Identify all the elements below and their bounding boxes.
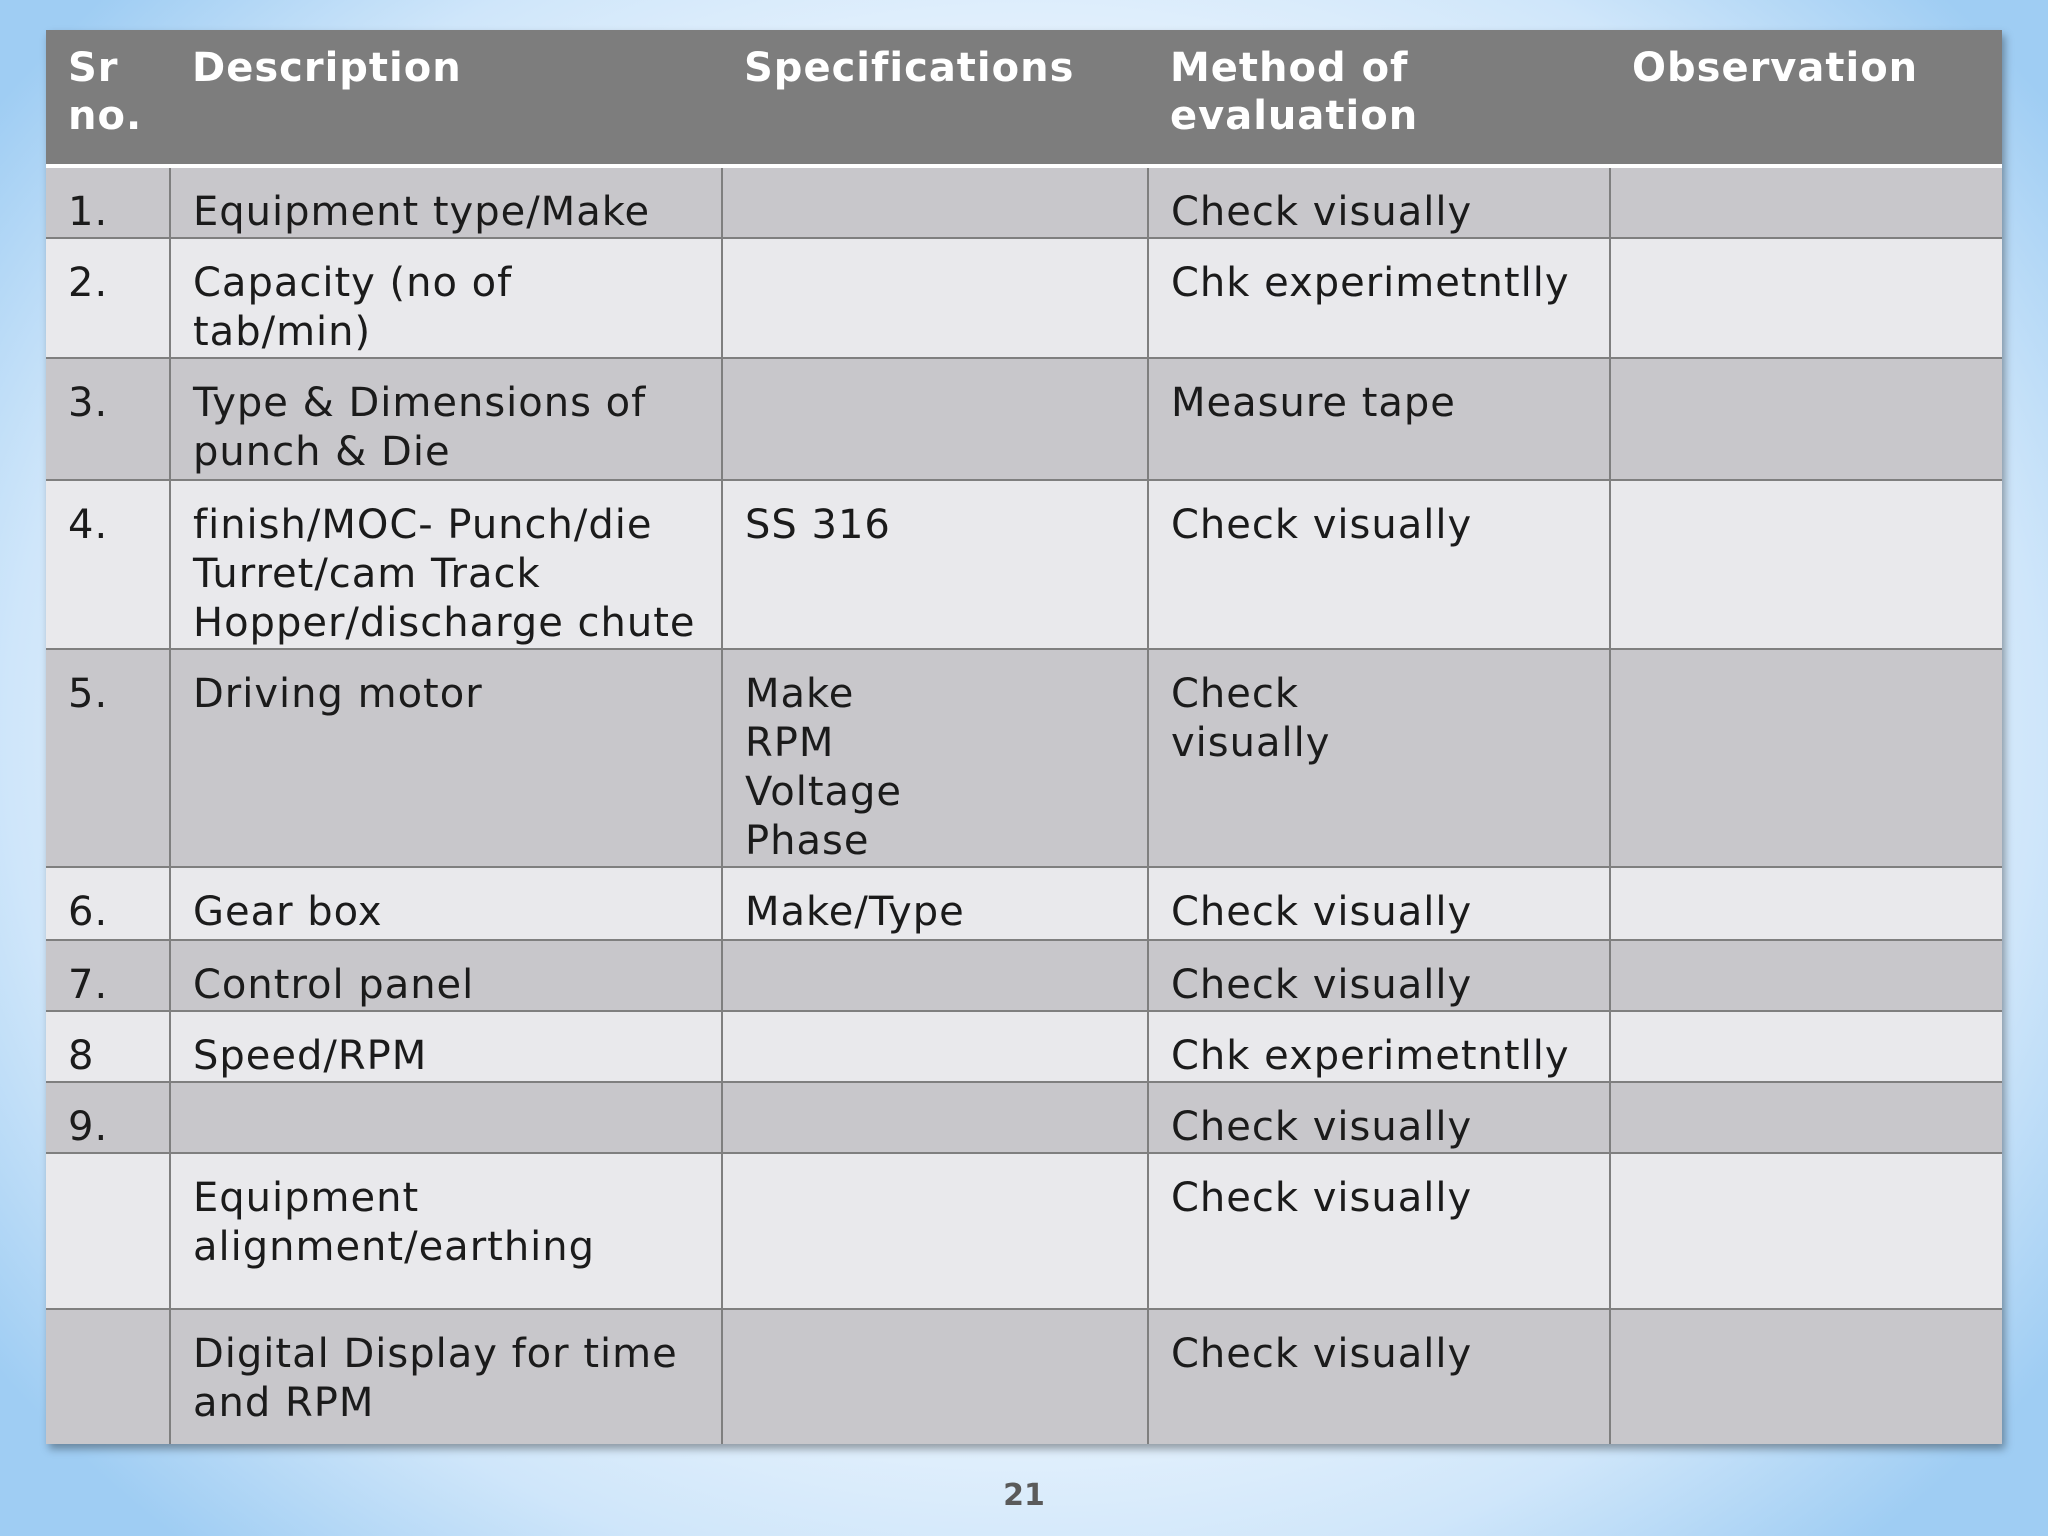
header-description: Description xyxy=(170,30,722,166)
table-row xyxy=(46,1011,2002,1082)
cell-method: Check visually xyxy=(1148,1309,1610,1444)
cell-sr-no: 6. xyxy=(46,867,170,940)
cell-method: Check visually xyxy=(1148,166,1610,238)
cell-description: Equipment type/Make xyxy=(170,166,722,238)
cell-description: Type & Dimensions of punch & Die xyxy=(170,358,722,480)
cell-method: Chk experimetntlly xyxy=(1148,1011,1610,1082)
cell-sr-no: 7. xyxy=(46,940,170,1011)
table-row xyxy=(46,867,2002,940)
cell-observation xyxy=(1610,1153,2002,1309)
cell-specifications xyxy=(722,1011,1148,1082)
cell-observation xyxy=(1610,480,2002,649)
cell-method: Check visually xyxy=(1148,867,1610,940)
cell-specifications: SS 316 xyxy=(722,480,1148,649)
cell-description: Control panel xyxy=(170,940,722,1011)
cell-observation xyxy=(1610,1082,2002,1153)
cell-observation xyxy=(1610,166,2002,238)
cell-specifications xyxy=(722,238,1148,358)
header-method-of-evaluation: Method of evaluation xyxy=(1148,30,1610,166)
cell-observation xyxy=(1610,1309,2002,1444)
cell-sr-no: 4. xyxy=(46,480,170,649)
cell-specifications: Make RPM Voltage Phase xyxy=(722,649,1148,867)
cell-observation xyxy=(1610,867,2002,940)
cell-sr-no: 3. xyxy=(46,358,170,480)
table-row xyxy=(46,480,2002,649)
table-row xyxy=(46,649,2002,867)
cell-sr-no: 8 xyxy=(46,1011,170,1082)
cell-observation xyxy=(1610,649,2002,867)
cell-observation xyxy=(1610,238,2002,358)
table-row xyxy=(46,166,2002,238)
cell-sr-no xyxy=(46,1153,170,1309)
cell-description: Driving motor xyxy=(170,649,722,867)
table-row xyxy=(46,1153,2002,1309)
cell-sr-no: 5. xyxy=(46,649,170,867)
cell-description: Capacity (no of tab/min) xyxy=(170,238,722,358)
table-row xyxy=(46,238,2002,358)
header-specifications: Specifications xyxy=(722,30,1148,166)
cell-specifications xyxy=(722,1309,1148,1444)
table-row xyxy=(46,1309,2002,1444)
table-header-row xyxy=(46,30,2002,166)
cell-observation xyxy=(1610,940,2002,1011)
cell-method: Check visually xyxy=(1148,649,1610,867)
cell-description: Gear box xyxy=(170,867,722,940)
cell-sr-no xyxy=(46,1309,170,1444)
cell-specifications xyxy=(722,166,1148,238)
cell-description xyxy=(170,1082,722,1153)
cell-description: finish/MOC- Punch/die Turret/cam Track Hopper/discharge chute xyxy=(170,480,722,649)
cell-specifications xyxy=(722,1082,1148,1153)
cell-specifications xyxy=(722,940,1148,1011)
header-observation: Observation xyxy=(1610,30,2002,166)
cell-specifications xyxy=(722,358,1148,480)
cell-method: Check visually xyxy=(1148,940,1610,1011)
cell-observation xyxy=(1610,1011,2002,1082)
cell-observation xyxy=(1610,358,2002,480)
table-row xyxy=(46,358,2002,480)
cell-specifications: Make/Type xyxy=(722,867,1148,940)
evaluation-table xyxy=(46,30,2002,1444)
cell-method: Measure tape xyxy=(1148,358,1610,480)
cell-method: Chk experimetntlly xyxy=(1148,238,1610,358)
page-number: 21 xyxy=(1003,1478,1045,1513)
cell-specifications xyxy=(722,1153,1148,1309)
cell-method: Check visually xyxy=(1148,480,1610,649)
table-row xyxy=(46,1082,2002,1153)
table-row xyxy=(46,940,2002,1011)
cell-method: Check visually xyxy=(1148,1082,1610,1153)
cell-description: Equipment alignment/earthing xyxy=(170,1153,722,1309)
cell-description: Speed/RPM xyxy=(170,1011,722,1082)
cell-method: Check visually xyxy=(1148,1153,1610,1309)
cell-sr-no: 1. xyxy=(46,166,170,238)
cell-description: Digital Display for time and RPM xyxy=(170,1309,722,1444)
header-sr-no: Sr no. xyxy=(46,30,170,166)
cell-sr-no: 9. xyxy=(46,1082,170,1153)
cell-sr-no: 2. xyxy=(46,238,170,358)
